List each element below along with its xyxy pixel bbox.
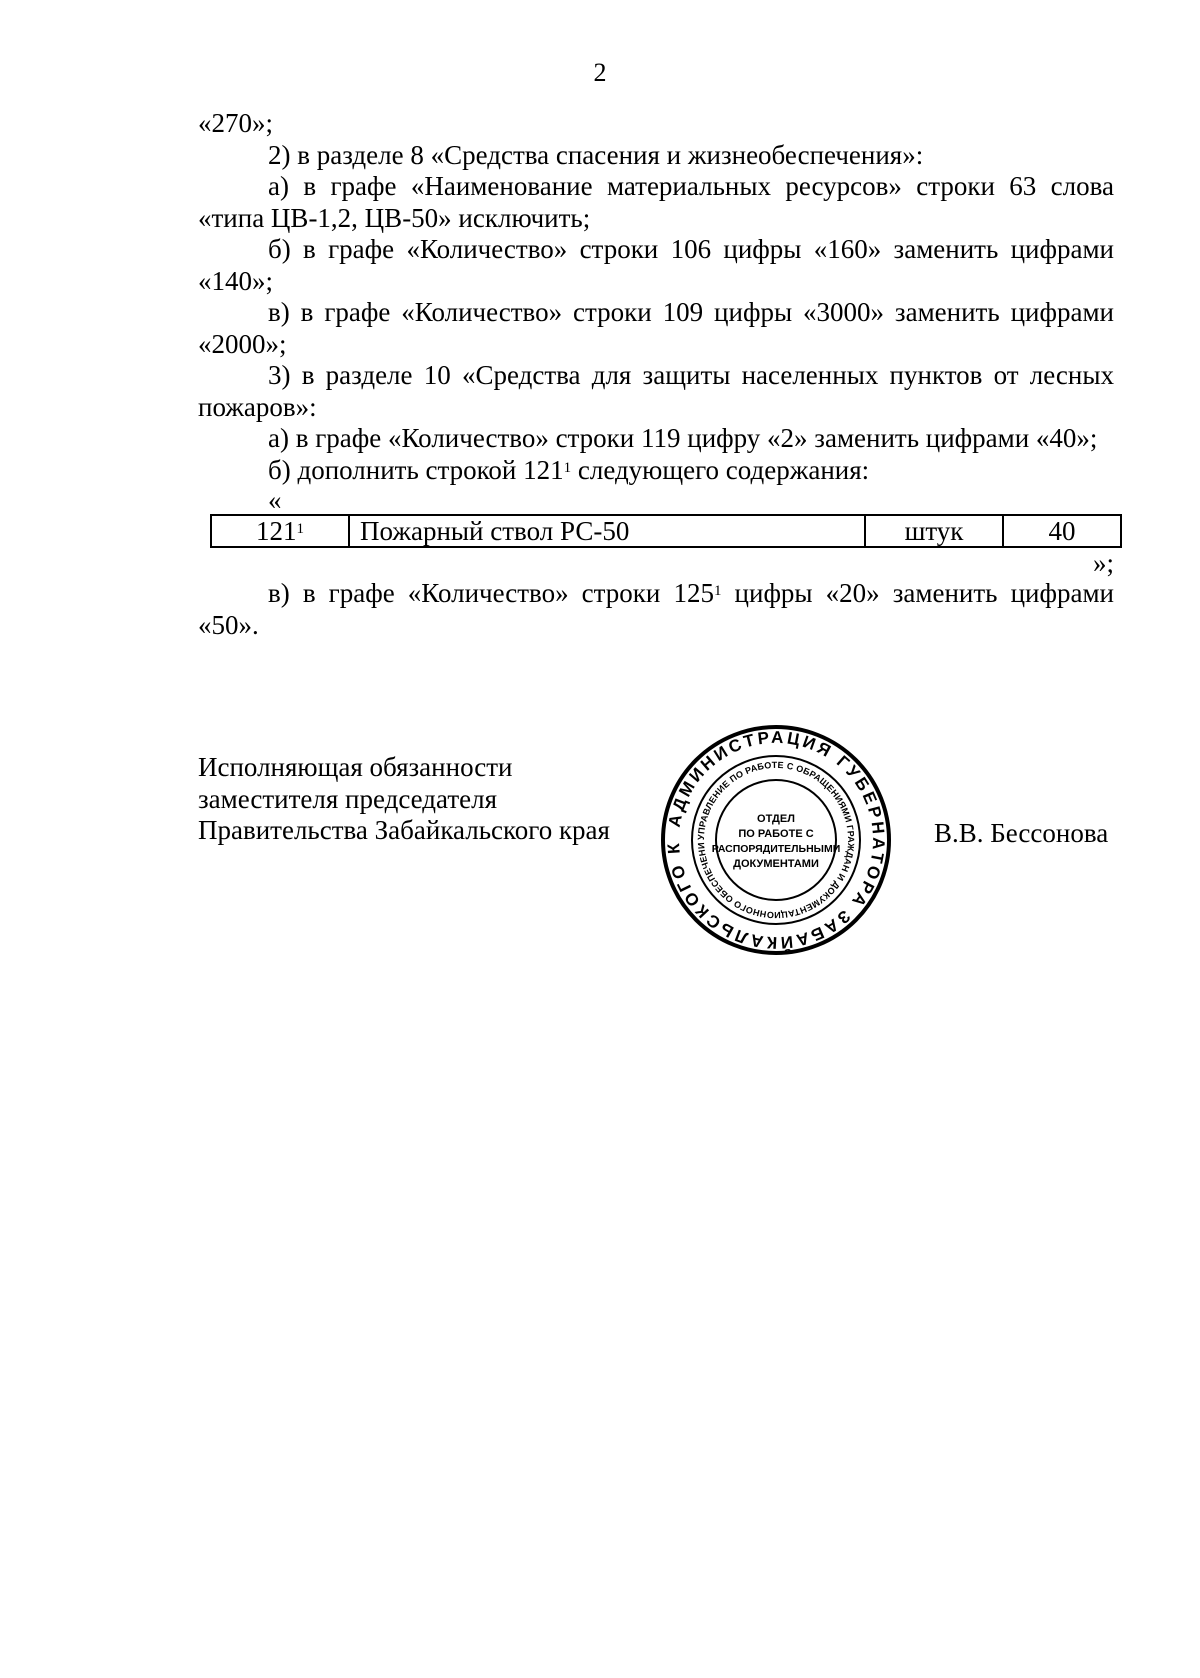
cell-name: Пожарный ствол РС-50 — [349, 515, 865, 547]
paragraph-8 — [198, 455, 1114, 487]
paragraph-1: «270»; — [198, 108, 274, 138]
quote-open: « — [268, 485, 282, 515]
official-stamp — [660, 724, 892, 956]
cell-number-value: 121 — [256, 515, 297, 546]
cell-quantity: 40 — [1003, 515, 1121, 547]
stamp-middle-border — [692, 756, 860, 924]
paragraph-8-superscript: 1 — [563, 459, 572, 476]
cell-number — [211, 515, 349, 547]
signature-title-line-1: Исполняющая обязанности — [198, 752, 513, 782]
cell-number-superscript: 1 — [296, 520, 304, 537]
paragraph-6: 3) в разделе 10 «Средства для защиты населенных пунктов от лесных пожаров»: — [198, 360, 1114, 422]
page-number: 2 — [593, 58, 607, 87]
document-body — [198, 108, 1114, 641]
signature-block — [198, 752, 638, 847]
paragraph-5: в) в графе «Количество» строки 109 цифры «3000» заменить цифрами «2000»; — [198, 297, 1114, 359]
paragraph-9-after: цифры «20» заменить цифрами «50». — [198, 578, 1114, 640]
signer-name: В.В. Бессонова — [934, 818, 1109, 848]
paragraph-2: 2) в разделе 8 «Средства спасения и жизнеобеспечения»: — [268, 139, 924, 170]
signature-title-line-2: заместителя председателя — [198, 783, 498, 814]
signature-title-line-3: Правительства Забайкальского края — [198, 815, 610, 845]
inserted-row-table — [210, 514, 1122, 548]
paragraph-9-superscript: 1 — [713, 583, 722, 599]
table-row — [211, 515, 1121, 547]
stamp-center-line-1: ОТДЕЛ — [757, 813, 795, 825]
paragraph-3: а) в графе «Наименование материальных ресурсов» строки 63 слова «типа ЦВ-1,2, ЦВ-50» исключить; — [198, 171, 1114, 233]
stamp-inner-border — [716, 780, 836, 900]
stamp-center-line-2: ПО РАБОТЕ С — [738, 828, 814, 840]
paragraph-8-after: следующего содержания: — [571, 454, 870, 485]
stamp-outer-ring-text: АДМИНИСТРАЦИЯ ГУБЕРНАТОРА ЗАБАЙКАЛЬСКОГО К — [663, 727, 889, 953]
paragraph-8-before: б) дополнить строкой 121 — [268, 454, 564, 485]
paragraph-9-before: в) в графе «Количество» строки 125 — [268, 578, 714, 608]
cell-unit: штук — [865, 515, 1003, 547]
stamp-center-line-4: ДОКУМЕНТАМИ — [733, 858, 819, 870]
paragraph-4: б) в графе «Количество» строки 106 цифры «160» заменить цифрами «140»; — [198, 234, 1114, 296]
paragraph-7: а) в графе «Количество» строки 119 цифру «2» заменить цифрами «40»; — [268, 423, 1098, 453]
stamp-inner-ring-text: УПРАВЛЕНИЕ ПО РАБОТЕ С ОБРАЩЕНИЯМИ ГРАЖДАН И ДОКУМЕНТАЦИОННОГО ОБЕСПЕЧЕНИ — [695, 759, 857, 921]
quote-close: »; — [1092, 548, 1114, 578]
stamp-graphic — [660, 724, 892, 956]
stamp-center-line-3: РАСПОРЯДИТЕЛЬНЫМИ — [711, 843, 841, 855]
paragraph-9 — [198, 578, 1114, 641]
